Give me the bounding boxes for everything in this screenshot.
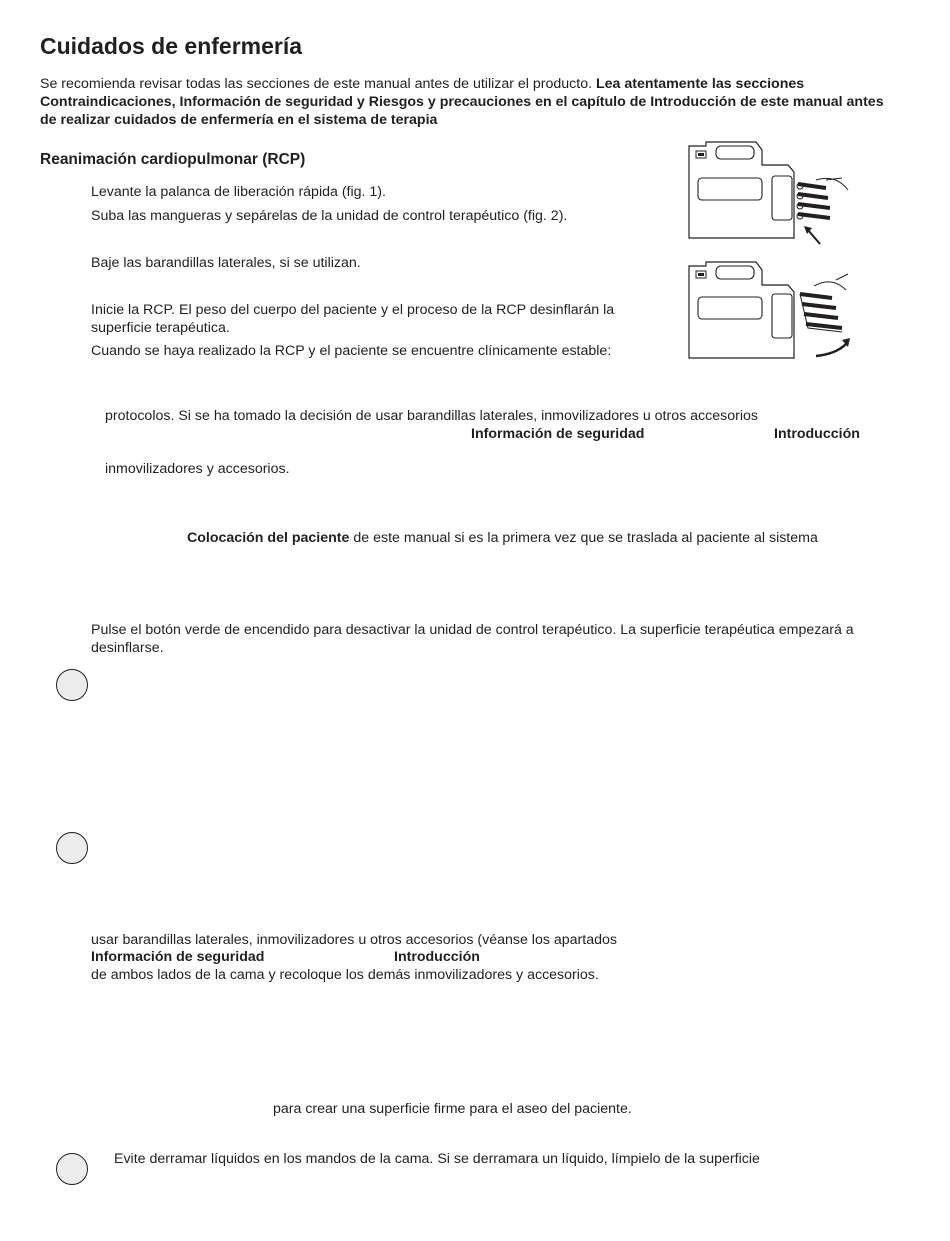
cpr-step-4: Inicie la RCP. El peso del cuerpo del paciente y el proceso de la RCP desinflarán la superficie terapéutica.	[91, 302, 615, 336]
patient-placement-text: Colocación del paciente de este manual si es la primera vez que se traslada al paciente al sistema	[187, 530, 818, 546]
firm-surface-text: para crear una superficie firme para el aseo del paciente.	[273, 1101, 632, 1117]
cpr-heading: Reanimación cardiopulmonar (RCP)	[40, 151, 306, 168]
both-sides-text: de ambos lados de la cama y recoloque los demás inmovilizadores y accesorios.	[91, 967, 599, 983]
cpr-step-1: Levante la palanca de liberación rápida (fig. 1).	[91, 184, 386, 200]
note-icon	[56, 832, 88, 864]
restraints-text: inmovilizadores y accesorios.	[105, 461, 290, 477]
cpr-step-5: Cuando se haya realizado la RCP y el paciente se encuentre clínicamente estable:	[91, 343, 612, 359]
cpr-step-2: Suba las mangueras y sepárelas de la unidad de control terapéutico (fig. 2).	[91, 208, 568, 224]
note-icon	[56, 1153, 88, 1185]
safety-info-ref-2: Información de seguridad	[91, 949, 265, 965]
patient-placement-ref: Colocación del paciente	[187, 530, 350, 546]
introduction-ref-1: Introducción	[774, 426, 860, 442]
note-icon	[56, 669, 88, 701]
intro-plain-text: Se recomienda revisar todas las secciones de este manual antes de utilizar el producto.	[40, 76, 596, 92]
power-off-text: Pulse el botón verde de encendido para desactivar la unidad de control terapéutico. La superficie terapéutica empezará a desinflarse.	[91, 622, 854, 656]
cpr-step-3: Baje las barandillas laterales, si se utilizan.	[91, 255, 361, 271]
safety-info-ref-1: Información de seguridad	[471, 426, 645, 442]
protocols-text: protocolos. Si se ha tomado la decisión de usar barandillas laterales, inmovilizadores u otros accesorios	[105, 408, 758, 424]
page-title: Cuidados de enfermería	[40, 33, 303, 59]
side-rails-text: usar barandillas laterales, inmovilizadores u otros accesorios (véanse los apartados	[91, 932, 617, 948]
figure-1-quick-release-lever	[686, 140, 856, 252]
introduction-ref-2: Introducción	[394, 949, 480, 965]
spill-warning-text: Evite derramar líquidos en los mandos de la cama. Si se derramara un líquido, límpielo de la superficie	[114, 1151, 760, 1167]
intro-paragraph	[40, 75, 900, 129]
figure-2-hoses-detached	[686, 260, 856, 364]
intro-bold-warning: Lea atentamente las secciones Contraindicaciones, Información de seguridad y Riesgos y precauciones en el capítulo de Introducción de este manual antes de realizar cuidados de enfermería en el sistema de terapia	[40, 76, 884, 128]
